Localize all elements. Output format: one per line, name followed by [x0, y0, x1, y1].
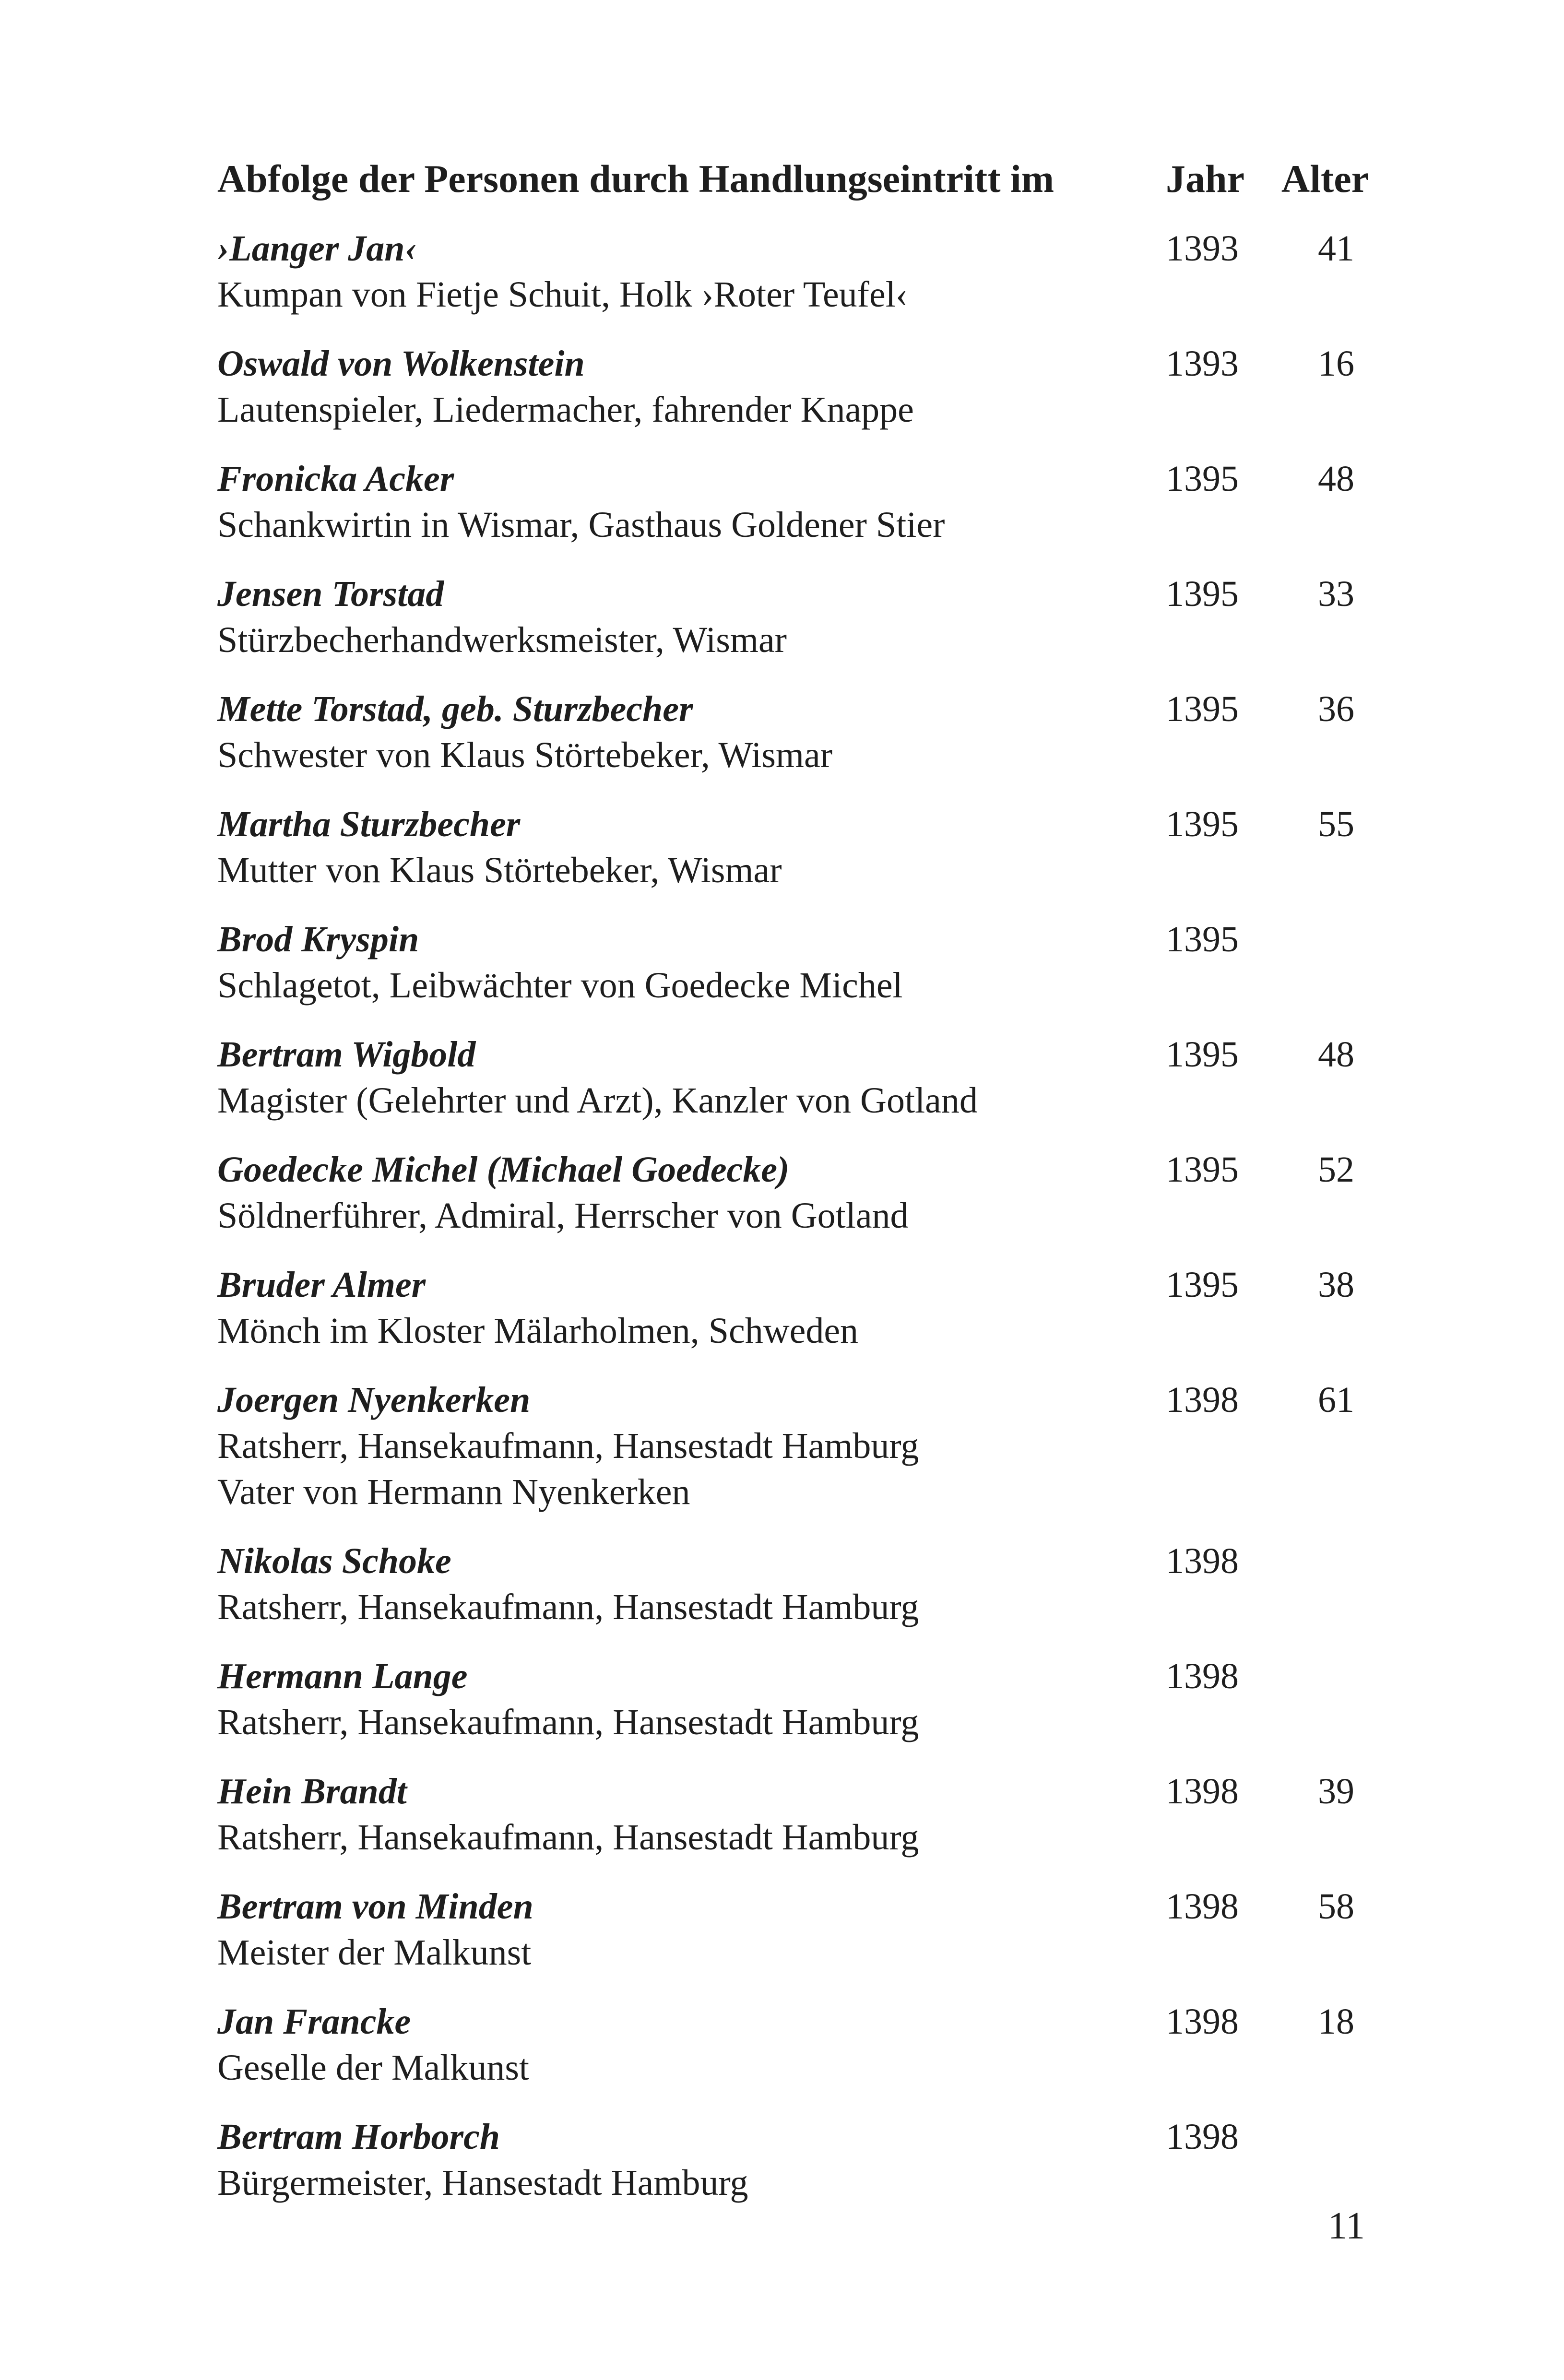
- person-entry: [217, 456, 1354, 548]
- person-year: 1395: [1166, 459, 1239, 499]
- person-entry: [217, 801, 1354, 893]
- person-entry: [217, 225, 1354, 318]
- person-age: 38: [1318, 1265, 1354, 1305]
- person-year: 1395: [1166, 919, 1239, 959]
- person-name: Martha Sturzbecher: [217, 804, 521, 844]
- person-description: Ratsherr, Hansekaufmann, Hansestadt Hamburg: [217, 1426, 919, 1466]
- person-year: 1398: [1166, 1541, 1239, 1581]
- person-age: 36: [1318, 689, 1354, 729]
- person-name: Goedecke Michel (Michael Goedecke): [217, 1149, 790, 1190]
- person-description: Söldnerführer, Admiral, Herrscher von Gotland: [217, 1196, 909, 1236]
- person-entry: [217, 916, 1354, 1008]
- person-age: 52: [1318, 1149, 1354, 1190]
- person-entry: [217, 1538, 1354, 1630]
- person-age: 55: [1318, 804, 1354, 844]
- person-age: 61: [1318, 1380, 1354, 1420]
- person-description: Kumpan von Fietje Schuit, Holk ›Roter Teufel‹: [217, 274, 908, 315]
- person-entry: [217, 1999, 1354, 2091]
- page-number: 11: [1327, 2205, 1365, 2247]
- person-age: 48: [1318, 1034, 1354, 1075]
- person-entry: [217, 1031, 1354, 1124]
- person-age: 39: [1318, 1771, 1354, 1812]
- header-age-label: Alter: [1281, 157, 1369, 201]
- person-name: Jan Francke: [217, 2001, 411, 2042]
- person-description: Ratsherr, Hansekaufmann, Hansestadt Hamburg: [217, 1702, 919, 1742]
- person-name: Hermann Lange: [217, 1656, 468, 1696]
- person-name: Hein Brandt: [217, 1771, 407, 1812]
- person-name: ›Langer Jan‹: [217, 228, 417, 269]
- header-year-label: Jahr: [1166, 157, 1244, 201]
- person-description: Schlagetot, Leibwächter von Goedecke Michel: [217, 965, 903, 1006]
- person-year: 1398: [1166, 1380, 1239, 1420]
- person-description: Bürgermeister, Hansestadt Hamburg: [217, 2163, 748, 2203]
- person-name: Nikolas Schoke: [217, 1541, 451, 1581]
- person-name: Oswald von Wolkenstein: [217, 343, 585, 384]
- person-name: Bruder Almer: [217, 1265, 426, 1305]
- person-entry: [217, 2114, 1354, 2206]
- person-age: 58: [1318, 1886, 1354, 1927]
- person-list: [217, 225, 1354, 2229]
- person-description: Schankwirtin in Wismar, Gasthaus Goldener Stier: [217, 505, 945, 545]
- person-year: 1393: [1166, 228, 1239, 269]
- table-header: [217, 153, 1369, 205]
- person-age: 41: [1318, 228, 1354, 269]
- person-description: Mutter von Klaus Störtebeker, Wismar: [217, 850, 782, 890]
- person-entry: [217, 341, 1354, 433]
- person-entry: [217, 1147, 1354, 1239]
- person-year: 1398: [1166, 2001, 1239, 2042]
- person-description: Vater von Hermann Nyenkerken: [217, 1472, 690, 1512]
- person-year: 1395: [1166, 1265, 1239, 1305]
- person-name: Jensen Torstad: [217, 574, 444, 614]
- person-description: Magister (Gelehrter und Arzt), Kanzler von Gotland: [217, 1080, 978, 1121]
- person-year: 1395: [1166, 574, 1239, 614]
- person-year: 1395: [1166, 689, 1239, 729]
- person-description: Stürzbecherhandwerksmeister, Wismar: [217, 620, 787, 660]
- person-description: Mönch im Kloster Mälarholmen, Schweden: [217, 1311, 859, 1351]
- person-description: Ratsherr, Hansekaufmann, Hansestadt Hamburg: [217, 1817, 919, 1858]
- person-name: Brod Kryspin: [217, 919, 419, 959]
- person-description: Ratsherr, Hansekaufmann, Hansestadt Hamburg: [217, 1587, 919, 1627]
- person-year: 1395: [1166, 1034, 1239, 1075]
- person-year: 1393: [1166, 343, 1239, 384]
- person-entry: [217, 1768, 1354, 1860]
- person-year: 1398: [1166, 1771, 1239, 1812]
- person-name: Bertram von Minden: [217, 1886, 533, 1927]
- person-age: 16: [1318, 343, 1354, 384]
- person-age: 48: [1318, 459, 1354, 499]
- person-entry: [217, 571, 1354, 663]
- person-name: Joergen Nyenkerken: [217, 1380, 531, 1420]
- person-description: Meister der Malkunst: [217, 1932, 532, 1973]
- header-title: Abfolge der Personen durch Handlungseintritt im: [217, 157, 1055, 201]
- person-age: 33: [1318, 574, 1354, 614]
- person-description: Lautenspieler, Liedermacher, fahrender Knappe: [217, 390, 914, 430]
- person-entry: [217, 1262, 1354, 1354]
- person-name: Bertram Horborch: [217, 2117, 500, 2157]
- person-entry: [217, 1653, 1354, 1745]
- person-year: 1395: [1166, 804, 1239, 844]
- person-year: 1395: [1166, 1149, 1239, 1190]
- person-entry: [217, 686, 1354, 778]
- person-name: Bertram Wigbold: [217, 1034, 476, 1075]
- person-year: 1398: [1166, 2117, 1239, 2157]
- person-name: Mette Torstad, geb. Sturzbecher: [217, 689, 693, 729]
- person-description: Geselle der Malkunst: [217, 2048, 530, 2088]
- person-year: 1398: [1166, 1886, 1239, 1927]
- person-age: 18: [1318, 2001, 1354, 2042]
- person-name: Fronicka Acker: [217, 459, 454, 499]
- person-description: Schwester von Klaus Störtebeker, Wismar: [217, 735, 833, 775]
- person-entry: [217, 1377, 1354, 1515]
- person-entry: [217, 1883, 1354, 1976]
- person-year: 1398: [1166, 1656, 1239, 1696]
